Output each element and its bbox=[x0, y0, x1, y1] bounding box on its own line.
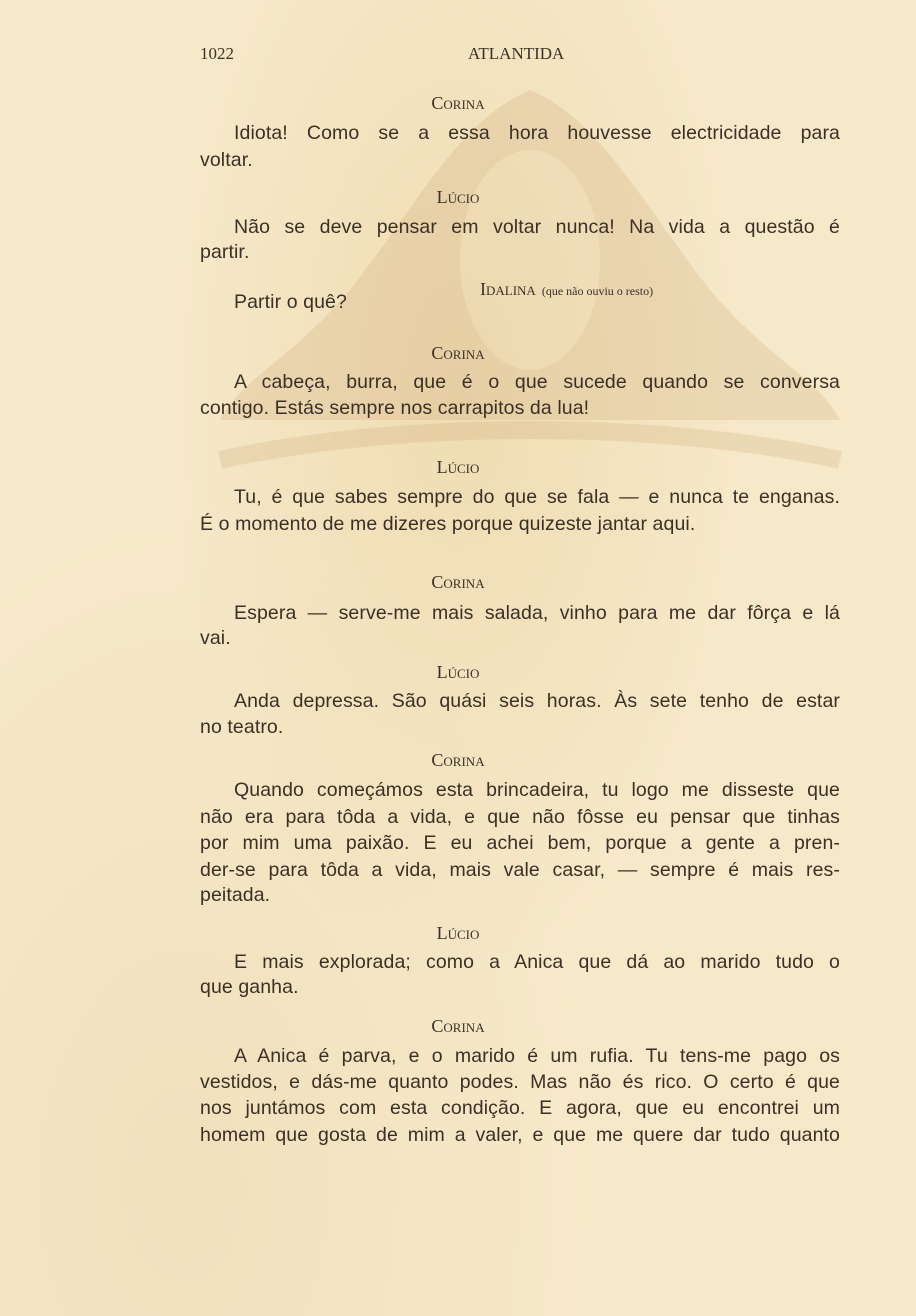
speaker-name bbox=[0, 92, 916, 114]
speaker-label: Corina bbox=[431, 750, 485, 770]
speaker-name bbox=[0, 342, 916, 364]
dialogue-line: Espera — serve-me mais salada, vinho para me dar fôrça e lá bbox=[234, 602, 840, 624]
speaker-label: Corina bbox=[431, 343, 485, 363]
dialogue-line: partir. bbox=[200, 241, 250, 263]
dialogue-line: Tu, é que sabes sempre do que se fala — e nunca te enganas. bbox=[234, 486, 840, 508]
dialogue-line: Anda depressa. São quási seis horas. Às sete tenho de estar bbox=[234, 690, 840, 712]
page-number: 1022 bbox=[200, 44, 234, 63]
dialogue-line: contigo. Estás sempre nos carrapitos da lua! bbox=[200, 397, 590, 419]
speaker-label: Lúcio bbox=[436, 187, 480, 207]
speaker-name bbox=[0, 922, 916, 944]
speaker-name bbox=[0, 186, 916, 208]
dialogue-line: voltar. bbox=[200, 149, 253, 171]
speaker-label: Lúcio bbox=[436, 923, 480, 943]
speaker-label: Lúcio bbox=[436, 662, 480, 682]
dialogue-line: homem que gosta de mim a valer, e que me quere dar tudo quanto bbox=[200, 1124, 840, 1146]
dialogue-line: por mim uma paixão. E eu achei bem, porque a gente a pren- bbox=[200, 832, 840, 854]
dialogue-line: Partir o quê? bbox=[234, 291, 347, 313]
speaker-name bbox=[0, 1015, 916, 1037]
speaker-name bbox=[0, 661, 916, 683]
speaker-label: Idalina bbox=[480, 279, 536, 299]
dialogue-line: A Anica é parva, e o marido é um rufia. Tu tens-me pago os bbox=[234, 1045, 840, 1067]
speaker-name bbox=[0, 571, 916, 593]
running-title: ATLANTIDA bbox=[468, 44, 565, 63]
dialogue-line: A cabeça, burra, que é o que sucede quando se conversa bbox=[234, 371, 840, 393]
dialogue-line: Quando começámos esta brincadeira, tu logo me disseste que bbox=[234, 779, 840, 801]
speaker-name bbox=[0, 749, 916, 771]
speaker-label: Corina bbox=[431, 1016, 485, 1036]
dialogue-line: que ganha. bbox=[200, 976, 299, 998]
speaker-label: Corina bbox=[431, 572, 485, 592]
speaker-label: Lúcio bbox=[436, 457, 480, 477]
dialogue-line: Idiota! Como se a essa hora houvesse electricidade para bbox=[234, 122, 840, 144]
dialogue-line: Não se deve pensar em voltar nunca! Na vida a questão é bbox=[234, 216, 840, 238]
dialogue-line: É o momento de me dizeres porque quizeste jantar aqui. bbox=[200, 513, 696, 535]
dialogue-line: no teatro. bbox=[200, 716, 284, 738]
dialogue-line: não era para tôda a vida, e que não fôsse eu pensar que tinhas bbox=[200, 806, 840, 828]
stage-direction: (que não ouviu o resto) bbox=[541, 284, 654, 298]
dialogue-line: E mais explorada; como a Anica que dá ao marido tudo o bbox=[234, 951, 840, 973]
dialogue-line: vestidos, e dás-me quanto podes. Mas não és rico. O certo é que bbox=[200, 1071, 840, 1093]
dialogue-line: nos juntámos com esta condição. E agora, que eu encontrei um bbox=[200, 1097, 840, 1119]
speaker-name bbox=[0, 456, 916, 478]
dialogue-line: peitada. bbox=[200, 884, 271, 906]
dialogue-line: der-se para tôda a vida, mais vale casar, — sempre é mais res- bbox=[200, 859, 840, 881]
dialogue-line: vai. bbox=[200, 627, 231, 649]
speaker-label: Corina bbox=[431, 93, 485, 113]
